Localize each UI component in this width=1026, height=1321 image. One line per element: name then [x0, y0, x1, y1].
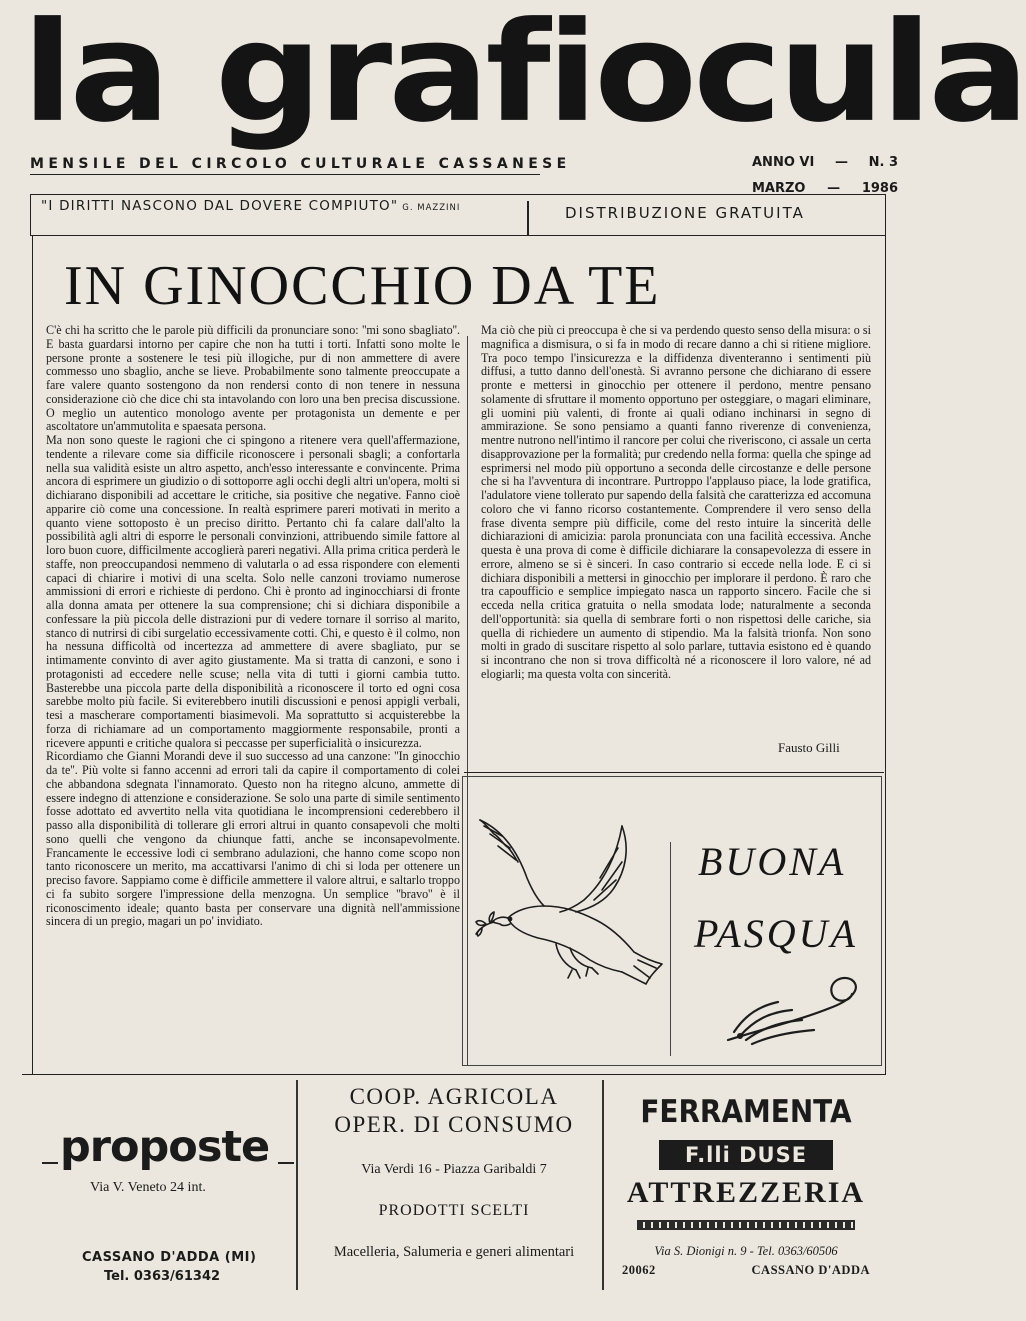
issue-month: MARZO — [752, 181, 806, 196]
ad-proposte-address: Via V. Veneto 24 int. — [90, 1180, 206, 1195]
ad-ferramenta-city: CASSANO D'ADDA — [751, 1263, 870, 1277]
article-headline: IN GINOCCHIO DA TE — [64, 255, 661, 317]
ad-coop-description: Macelleria, Salumeria e generi alimentari — [333, 1244, 575, 1260]
article-column-left — [46, 324, 460, 1074]
ad-divider — [602, 1080, 604, 1290]
ad-ferramenta-brand: F.lli DUSE — [659, 1140, 833, 1170]
article-paragraph: Ma ciò che più ci preoccupa è che si va perdendo questo senso della misura: o si magnifica a dismisura, o si fa in modo di recare danno a chi si ritiene migliore. Tra poco tempo l'insicurezza e la diffidenza diventeranno i sentimenti più diffusi, a tutto danno dell'onestà. Si avranno persone che dichiarano di essere pronte e mettersi in ginocchio per ottenere il perdono, mentre pensano solamente di sfruttare il momento opportuno per osteggiare, o magari eliminare, gli uomini più valenti, di fronte ai quali odiano inchinarsi in segno di ammirazione. Se sono pensiamo a quanti fanno riverenze di convenienza, mentre nutrono nell'intimo il rancore per colui che riveriscono, ci assale un certa disapprovazione per la formalità; pur credendo nella forma: quella che spinge ad esprimersi nel modo più opportuno a seconda delle circostanze e delle persone che si ha l'avventura di incontrare. Purtroppo l'applauso piace, la lode gratifica, l'adulatore viene tollerato pur sapendo della falsità che caratterizza ed accomuna coloro che vi fanno ricorso costantemente. Comprendere il vero senso della frase diventa sempre più difficile, come del resto intuire la sincerità delle dichiarazioni di amicizia: parola pronunciata con una facilità eccessiva. Anche questa è una prova di come è difficile dichiarare la consapevolezza di essere in errore, almeno se si è sinceri. In caso contrario si eccede nella lode. E ci si dichiara disponibili a mettersi in ginocchio per implorare il perdono. È raro che tra capoufficio e semplice impiegato nasca un rapporto sincero. Facile che si ecceda nella critica gratuita o nella smodata lode; naturalmente a seconda dell'opportunità: sia quella di sembrare forti o non rispettosi delle cariche, sia quella di richiedere un aumento di stipendio. Ma la falsità trionfa. Non sono molti in grado di suscitare rispetto al solo parlare, tuttavia esistono ed è quando si incontrano che non si trova difficoltà né a riconoscere il loro valore, né ad elogiarli; ma questa volta con sincerità. — [481, 323, 871, 681]
article-column-right — [481, 324, 871, 734]
easter-divider — [670, 842, 671, 1056]
ad-ferramenta-postcode: 20062 — [622, 1263, 656, 1277]
ad-proposte-phone: Tel. 0363/61342 — [104, 1269, 221, 1284]
ad-ferramenta-address: Via S. Dionigi n. 9 - Tel. 0363/60506 — [654, 1244, 838, 1258]
motto-text: "I DIRITTI NASCONO DAL DOVERE COMPIUTO" — [41, 198, 399, 214]
issue-year-label: ANNO VI — [752, 155, 815, 170]
flourish-ornament-icon — [720, 970, 870, 1050]
motto-author: G. MAZZINI — [402, 203, 461, 213]
ad-rule — [42, 1162, 58, 1164]
article-paragraph: Ricordiamo che Gianni Morandi deve il suo successo ad una canzone: ''In ginocchio da te''. Più volte si fanno accenni ad errori tali da capire il comportamento di colei che abbandona sdegnata l'innamorato. Questo non ha ritegno alcuno, ammette di essere indegno di attenzione e considerazione. Se solo una parte di simile sentimento fosse adottato ed avvertito nella vita quotidiana le incomprensioni cederebbero il passo alla disponibilità di tollerare gli errori altrui in quanto consapevoli che molti sono quelli che vengono da chiunque fatti, anche se inconsapevolmente. Francamente le eccessive lodi ci sembrano adulazioni, che hanno come scopo non tanto riconoscere un merito, ma accattivarsi l'animo di chi si loda per ottenere un preciso favore. Sappiamo come è difficile ammettere il valore altrui, e saltarlo troppo ci fa subito sorgere l'impressione della menzogna. Un semplice ''bravo'' è il riconoscimento ideale; quanto basta per conservare una dignità nell'ammissione sincera di un pregio, magari un po' invidiato. — [46, 749, 460, 929]
article-author: Fausto Gilli — [778, 740, 840, 755]
ad-coop-name-line1: COOP. AGRICOLA — [349, 1084, 559, 1109]
ad-ferramenta-name: FERRAMENTA — [640, 1094, 852, 1130]
masthead-subtitle: MENSILE DEL CIRCOLO CULTURALE CASSANESE — [30, 156, 540, 175]
issue-info: ANNO VI — N. 3 MARZO — 1986 — [752, 150, 898, 202]
ad-ferramenta-subtitle: ATTREZZERIA — [626, 1176, 866, 1209]
ad-coop-address: Via Verdi 16 - Piazza Garibaldi 7 — [361, 1162, 547, 1177]
decorative-border — [637, 1220, 855, 1230]
ad-ferramenta-footer — [606, 1263, 886, 1278]
motto-divider — [527, 201, 529, 235]
ad-proposte-name: proposte — [60, 1122, 270, 1172]
ad-proposte-city: CASSANO D'ADDA (MI) — [82, 1250, 257, 1265]
easter-greeting-line2: PASQUA — [694, 911, 858, 956]
ad-ferramenta — [606, 1094, 886, 1278]
article-paragraph: Ma non sono queste le ragioni che ci spingono a ritenere vera quell'affermazione, tendente a rilevare come sia difficile riconoscere i personali sbagli; a confortarla nella sua validità esiste un altro aspetto, anch'esso interessante e convincente. Prima ancora di esprimere un giudizio o di sottoporre agli occhi degli altri un'opera, molti si dichiarano disponibili ad accettare le critiche, sia positive che negative. Fanno cioè apparire ciò come una concessione. In realtà esprimere pareri motivati in merito a quanto viene sottoposto è un preciso diritto. Pertanto chi fa calare dall'alto la possibilità agli altri di esporre le personali convinzioni, attribuendo simile fattore al loro buon cuore, difficilmente accoglierà pareri negativi. Alla prima critica perderà le staffe, non preoccupandosi nemmeno di valutarla o ad essa rispondere con elementi capaci di chiarire i motivi di una scelta. Solo nelle canzoni troviamo numerose ammissioni di errori e richieste di perdono. Chi è pronto ad inginocchiarsi di fronte alla donna amata per ottenere la sua comprensione; chi si dichiara disponibile a confessare la più piccola delle distrazioni pur di vedere tornare il sorriso al marito, stanco di nutrirsi di cibi surgelatio eccessivamente cotti. Chi, e questo è il colmo, non ha nessuna difficoltà od incertezza ad ammettere di avere sbagliato, pur se intimamente convinto di aver agito giustamente. Ma si tratta di canzoni, e sono i protagonisti ad eccedere nelle scuse; nella vita di tutti i giorni cambia tutto. Basterebbe una piccola parte della disponibilità a riconoscere il torto ed ogni cosa sarebbe molto più facile. Si eviterebbero inutili discussioni e penosi appigli verbali, tesi a mascherare comportamenti biasimevoli. Ma soprattutto si acquisterebbe la forza di richiamare ad un comportamento maggiormente responsabile, pronti a ricevere appunti e critiche qualora si peccasse per superficialità o insicurezza. — [46, 433, 460, 750]
ad-coop-products: PRODOTTI SCELTI — [378, 1202, 530, 1219]
masthead-title: la grafiocula — [22, 0, 1026, 154]
article-paragraph: C'è chi ha scritto che le parole più difficili da pronunciare sono: ''mi sono sbagliato''. E basta guardarsi intorno per capire che non ha tutti i torti. Infatti sono molte le persone pronte a sostenere le tesi più illogiche, pur di non ammettere di avere commesso uno sbaglio, anche se lieve. Probabilmente sono talmente preoccupate a fare valere quanto sostengono da non rendersi conto di non tenere in nessuna considerazione ciò che dice chi sta intavolando con loro una ben precisa discussione. O meglio un autentico monologo avente per protagonista un demente e per ascoltatore un'ammutolita e spaesata persona. — [46, 323, 460, 434]
ad-divider — [296, 1080, 298, 1290]
easter-greeting-line1: BUONA — [698, 839, 847, 884]
motto-bar — [30, 194, 886, 236]
ad-coop-name-line2: OPER. DI CONSUMO — [334, 1112, 574, 1137]
issue-year: 1986 — [861, 181, 898, 196]
ad-coop — [306, 1082, 602, 1261]
issue-number: N. 3 — [868, 155, 898, 170]
motto — [41, 195, 460, 237]
ad-rule — [278, 1162, 294, 1164]
dove-icon — [472, 800, 672, 1000]
distribution-label: DISTRIBUZIONE GRATUITA — [565, 204, 805, 222]
